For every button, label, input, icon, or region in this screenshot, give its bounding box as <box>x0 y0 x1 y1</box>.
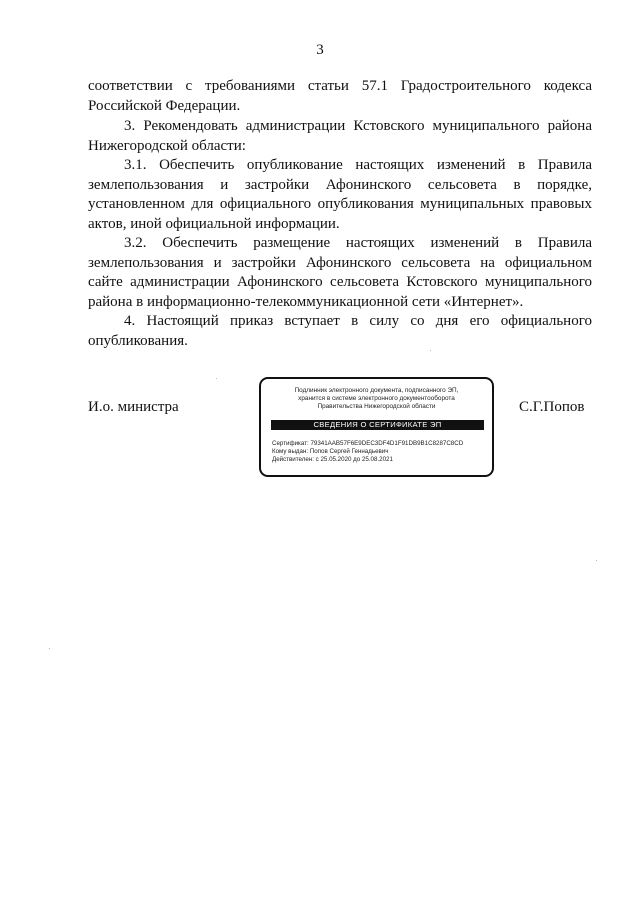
paragraph-item-3: 3. Рекомендовать администрации Кстовского муниципального района Нижегородской области: <box>88 118 592 154</box>
scan-speck <box>430 350 431 351</box>
scan-speck <box>49 648 50 649</box>
paragraph-item-4: 4. Настоящий приказ вступает в силу со дня его официального опубликования. <box>88 313 592 349</box>
signatory-name: С.Г.Попов <box>519 399 585 415</box>
stamp-header <box>261 387 492 411</box>
stamp-header-line: Подлинник электронного документа, подписанного ЭП, <box>294 387 459 394</box>
paragraph-item-3-1: 3.1. Обеспечить опубликование настоящих изменений в Правила землепользования и застройки Афонинского сельсовета в порядке, установленном для официального опубликования муниципальных правовых актов, иной официальной информации. <box>88 157 592 232</box>
stamp-details <box>272 440 492 463</box>
electronic-signature-stamp <box>259 377 494 477</box>
page-number: 3 <box>316 42 324 58</box>
stamp-issued-to: Кому выдан: Попов Сергей Геннадьевич <box>272 447 389 455</box>
signatory-position: И.о. министра <box>88 399 179 415</box>
scan-speck <box>216 378 217 379</box>
stamp-certificate: Сертификат: 79341AAB57F6E9DEC3DF4D1F91DB9B1C8287C8CD <box>272 440 464 447</box>
stamp-title-bar: СВЕДЕНИЯ О СЕРТИФИКАТЕ ЭП <box>271 420 484 430</box>
paragraph-continuation: соответствии с требованиями статьи 57.1 Градостроительного кодекса Российской Федерации. <box>88 78 592 114</box>
stamp-validity: Действителен: с 25.05.2020 до 25.08.2021 <box>272 455 393 463</box>
paragraph-item-3-2: 3.2. Обеспечить размещение настоящих изменений в Правила землепользования и застройки Афонинского сельсовета на официальном сайте администрации Афонинского сельсовета Кстовского муниципального района в информационно-телекоммуникационной сети «Интернет». <box>88 235 592 310</box>
stamp-header-line: хранится в системе электронного документооборота <box>298 395 455 402</box>
stamp-header-line: Правительства Нижегородской области <box>317 403 436 410</box>
scan-speck <box>596 560 597 561</box>
